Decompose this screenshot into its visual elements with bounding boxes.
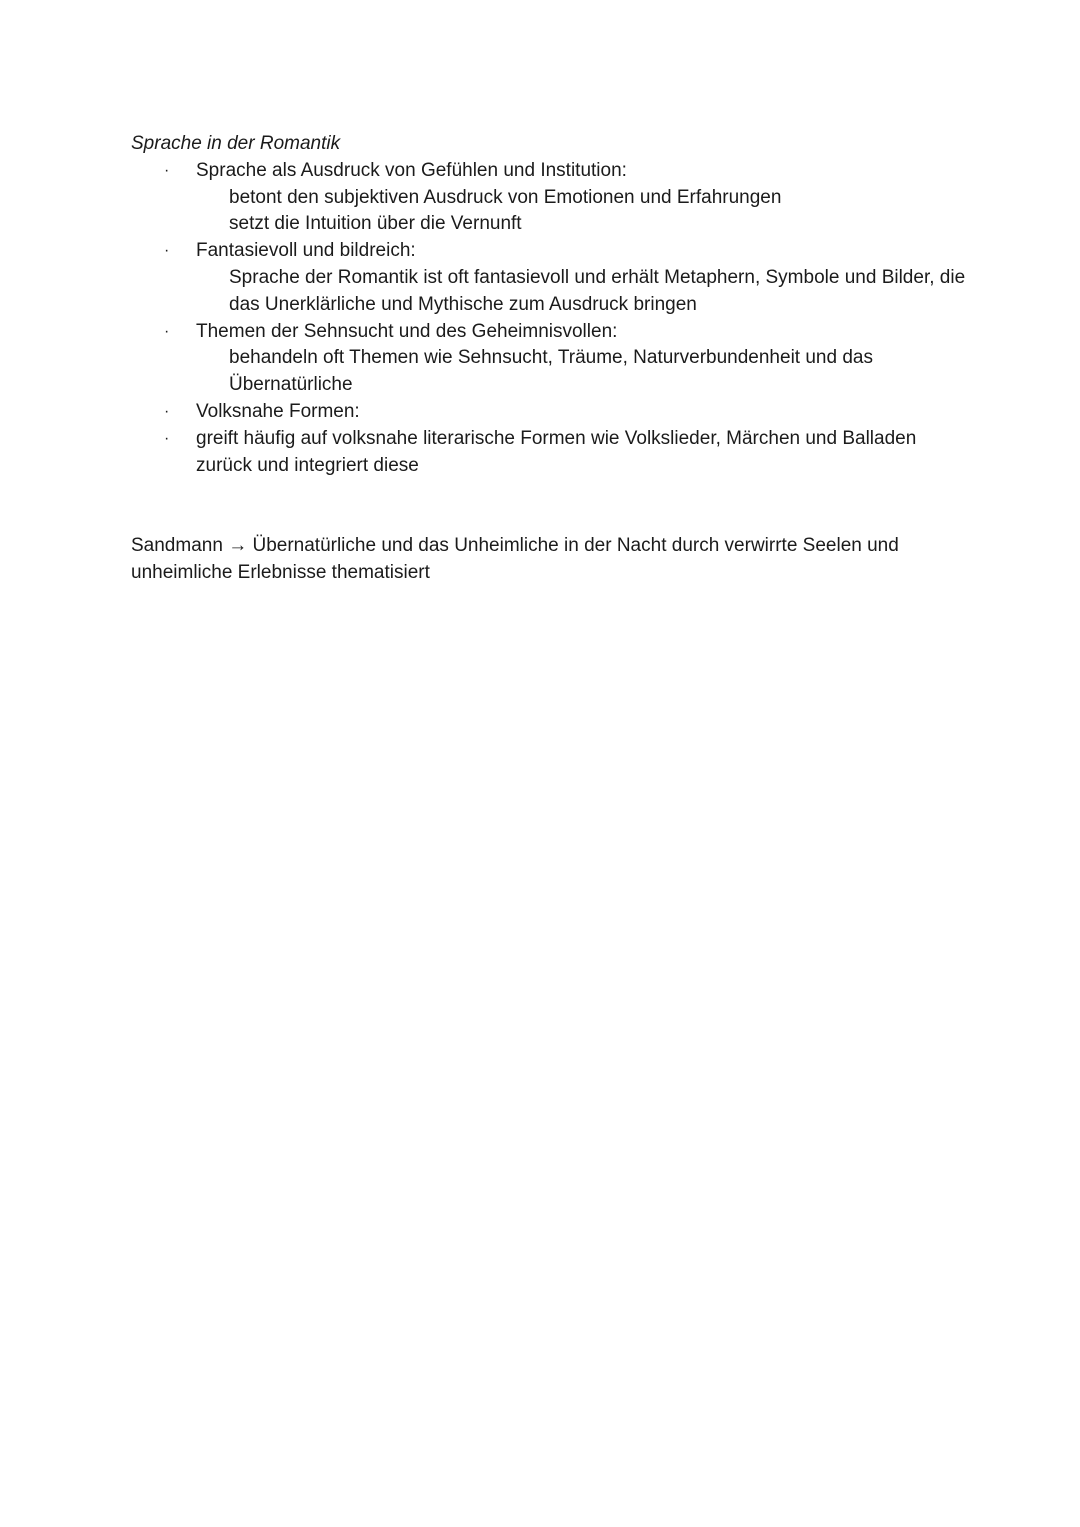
closing-subject: Sandmann [131, 535, 223, 557]
bullet-icon: · [164, 429, 170, 447]
list-item-detail: betont den subjektiven Ausdruck von Emotionen und Erfahrungen [229, 186, 782, 208]
list-item-title: greift häufig auf volksnahe literarische Formen wie Volkslieder, Märchen und Balladen zurück und integriert diese [196, 427, 917, 476]
list-item-detail: behandeln oft Themen wie Sehnsucht, Träume, Naturverbundenheit und das Übernatürliche [229, 347, 873, 396]
list-item-title: Sprache als Ausdruck von Gefühlen und Institution: [196, 159, 627, 181]
document-content [131, 131, 971, 587]
bullet-icon: · [164, 402, 170, 420]
list-item [131, 158, 971, 238]
list-item [131, 426, 971, 480]
bullet-icon: · [164, 242, 170, 260]
bullet-icon: · [164, 322, 170, 340]
list-item-detail: Sprache der Romantik ist oft fantasievoll und erhält Metaphern, Symbole und Bilder, die das Unerklärliche und Mythische zum Ausdruck bringen [229, 266, 966, 315]
list-item-detail: setzt die Intuition über die Vernunft [229, 213, 522, 235]
closing-paragraph [131, 533, 971, 587]
paragraph-spacer [131, 479, 971, 533]
section-heading: Sprache in der Romantik [131, 133, 341, 154]
bullet-icon: · [164, 161, 170, 179]
list-item-title: Fantasievoll und bildreich: [196, 240, 416, 262]
bullet-list [131, 158, 971, 480]
list-item [131, 319, 971, 399]
list-item-title: Volksnahe Formen: [196, 400, 360, 422]
list-item [131, 399, 971, 426]
arrow-right-icon: → [228, 535, 248, 557]
list-item [131, 238, 971, 318]
closing-text: Übernatürliche und das Unheimliche in der Nacht durch verwirrte Seelen und unheimliche Erlebnisse thematisiert [131, 535, 899, 584]
list-item-title: Themen der Sehnsucht und des Geheimnisvollen: [196, 320, 618, 342]
